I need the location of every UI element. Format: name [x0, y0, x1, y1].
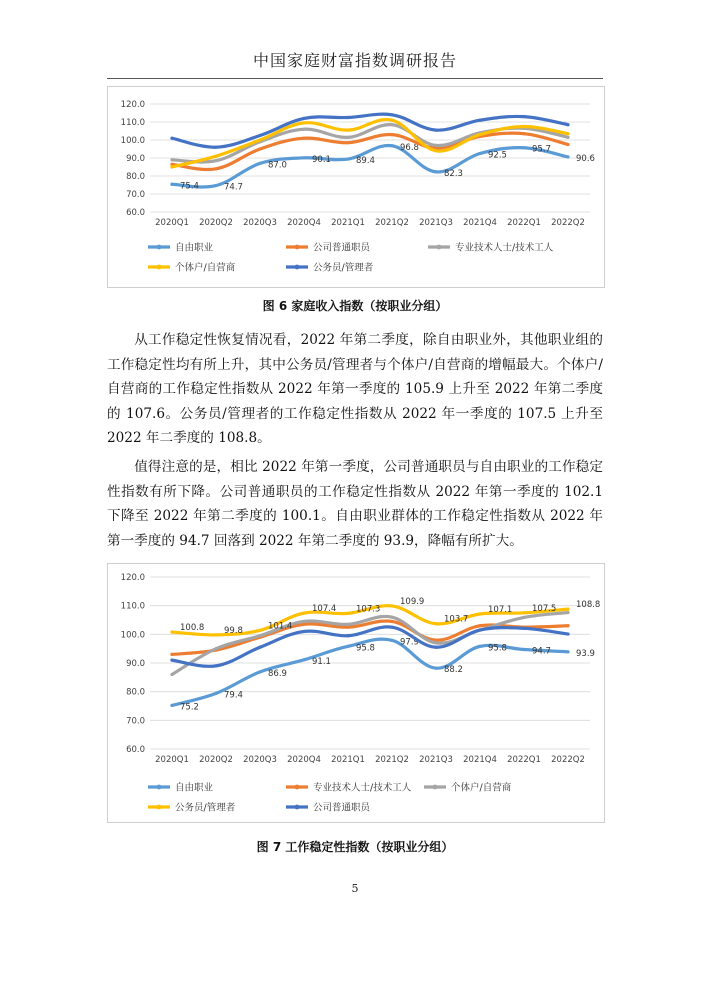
- data-point: [302, 156, 305, 159]
- data-point: [434, 170, 437, 173]
- data-point: [522, 611, 525, 614]
- data-point: [214, 664, 217, 667]
- data-point: [214, 155, 217, 158]
- data-point: [566, 143, 569, 146]
- data-point: [346, 626, 349, 629]
- data-point: [566, 155, 569, 158]
- x-tick-label: 2020Q2: [199, 218, 233, 228]
- data-point: [346, 612, 349, 615]
- data-point: [390, 616, 393, 619]
- data-point: [214, 146, 217, 149]
- figure-7-caption: 图 7 工作稳定性指数（按职业分组）: [256, 840, 454, 854]
- data-point: [478, 624, 481, 627]
- data-point: [390, 133, 393, 136]
- x-tick-label: 2021Q4: [463, 218, 497, 228]
- legend-marker: [157, 785, 162, 790]
- data-point: [390, 604, 393, 607]
- data-label: 79.4: [224, 690, 243, 701]
- data-point: [478, 119, 481, 122]
- data-point: [302, 630, 305, 633]
- figure-7-plot: [108, 564, 604, 822]
- data-point: [478, 133, 481, 136]
- legend-label: 专业技术人士/技术工人: [455, 242, 554, 254]
- legend-marker: [295, 785, 300, 790]
- y-tick-label: 110.0: [120, 601, 145, 612]
- data-point: [170, 183, 173, 186]
- data-label: 75.4: [180, 181, 199, 192]
- legend-item: [286, 802, 372, 814]
- y-tick-label: 60.0: [126, 745, 145, 755]
- data-point: [170, 659, 173, 662]
- data-point: [258, 134, 261, 137]
- data-point: [302, 612, 305, 615]
- data-point: [170, 137, 173, 140]
- data-point: [214, 184, 217, 187]
- data-point: [258, 646, 261, 649]
- data-point: [170, 630, 173, 633]
- legend-marker: [295, 805, 300, 810]
- data-label: 89.4: [356, 156, 375, 167]
- data-label: 97.9: [400, 637, 419, 648]
- data-point: [258, 670, 261, 673]
- legend-label: 个体户/自营商: [451, 782, 512, 794]
- data-point: [522, 146, 525, 149]
- data-point: [390, 620, 393, 623]
- data-point: [522, 616, 525, 619]
- data-point: [522, 627, 525, 630]
- data-point: [478, 612, 481, 615]
- x-tick-label: 2021Q3: [419, 755, 453, 765]
- figure-7-chart: [107, 563, 605, 823]
- legend-marker: [157, 265, 162, 270]
- data-point: [522, 125, 525, 128]
- y-tick-label: 60.0: [126, 208, 145, 218]
- x-tick-label: 2021Q3: [419, 218, 453, 228]
- x-tick-label: 2022Q1: [507, 218, 541, 228]
- x-tick-label: 2022Q1: [507, 755, 541, 765]
- y-tick-label: 110.0: [120, 118, 145, 128]
- figure-6-plot: [108, 87, 604, 287]
- data-label: 86.9: [268, 668, 287, 679]
- body-paragraph-1: 从工作稳定性恢复情况看，2022 年第二季度，除自由职业外，其他职业组的工作稳定性均有所上升，其中公务员/管理者与个体户/自营商的增幅最大。个体户/自营商的工作稳定性指数从 2022 年第一季度的 105.9 上升至 2022 年第二季度的 107.6。公务员/管理者的工作稳定性指数从 2022 年一季度的 107.5 上升至 2022 年二季度的 108.8。: [107, 332, 603, 446]
- data-point: [302, 121, 305, 124]
- legend-marker: [295, 245, 300, 250]
- legend-label: 个体户/自营商: [175, 262, 236, 274]
- data-point: [434, 667, 437, 670]
- data-point: [390, 144, 393, 147]
- legend-item: [286, 782, 412, 794]
- data-label: 88.2: [444, 665, 463, 676]
- data-point: [302, 137, 305, 140]
- data-point: [566, 611, 569, 614]
- data-point: [346, 645, 349, 648]
- x-tick-label: 2022Q2: [551, 755, 585, 765]
- data-point: [258, 634, 261, 637]
- data-label: 95.8: [488, 643, 507, 654]
- legend-item: [148, 262, 236, 274]
- legend-marker: [157, 805, 162, 810]
- data-point: [478, 628, 481, 631]
- data-point: [346, 116, 349, 119]
- data-label: 95.8: [356, 643, 375, 654]
- x-tick-label: 2020Q1: [155, 218, 189, 228]
- data-label: 94.7: [532, 646, 551, 657]
- data-point: [346, 141, 349, 144]
- data-point: [346, 634, 349, 637]
- data-point: [390, 626, 393, 629]
- x-tick-label: 2020Q3: [243, 755, 277, 765]
- body-paragraph-2: 值得注意的是，相比 2022 年第一季度，公司普通职员与自由职业的工作稳定性指数有所下降。公司普通职员的工作稳定性指数从 2022 年第一季度的 102.1 下降至 2022 年第二季度的 100.1。自由职业群体的工作稳定性指数从 2022 年第一季度的 94.7 回落到 2022 年第二季度的 93.9，降幅有所扩大。: [107, 459, 603, 549]
- data-point: [258, 629, 261, 632]
- figure-6-caption: 图 6 家庭收入指数（按职业分组）: [262, 299, 448, 313]
- data-point: [302, 128, 305, 131]
- data-point: [346, 623, 349, 626]
- data-label: 92.5: [488, 150, 507, 161]
- y-tick-label: 70.0: [126, 716, 145, 727]
- data-label: 90.1: [312, 154, 331, 165]
- legend-item: [424, 782, 512, 794]
- running-header: 中国家庭财富指数调研报告: [252, 51, 457, 70]
- data-label: 75.2: [180, 702, 199, 713]
- data-label: 103.7: [444, 614, 469, 625]
- legend-item: [428, 242, 554, 254]
- page-number: 5: [351, 882, 359, 895]
- x-tick-label: 2021Q2: [375, 218, 409, 228]
- data-point: [434, 646, 437, 649]
- data-point: [566, 650, 569, 653]
- legend-item: [148, 802, 236, 814]
- data-point: [390, 123, 393, 126]
- data-point: [258, 162, 261, 165]
- y-tick-label: 100.0: [120, 630, 145, 641]
- data-point: [434, 149, 437, 152]
- x-tick-label: 2020Q4: [287, 218, 321, 228]
- data-point: [522, 115, 525, 118]
- data-label: 93.9: [576, 648, 595, 659]
- legend-label: 公务员/管理者: [175, 802, 236, 814]
- legend-label: 公司普通职员: [313, 242, 371, 254]
- data-label: 96.8: [400, 142, 419, 153]
- data-label: 107.1: [488, 604, 513, 615]
- y-tick-label: 120.0: [120, 100, 145, 110]
- figure-6-chart: [107, 86, 605, 288]
- data-label: 82.3: [444, 168, 463, 179]
- data-label: 109.9: [400, 596, 425, 607]
- legend-label: 公司普通职员: [313, 802, 371, 814]
- legend-marker: [437, 245, 442, 250]
- data-label: 101.4: [268, 621, 293, 632]
- data-point: [214, 692, 217, 695]
- data-point: [170, 165, 173, 168]
- data-point: [170, 653, 173, 656]
- data-label: 99.8: [224, 625, 243, 636]
- y-tick-label: 80.0: [126, 172, 145, 182]
- data-point: [522, 132, 525, 135]
- data-point: [170, 158, 173, 161]
- data-point: [566, 624, 569, 627]
- data-point: [390, 119, 393, 122]
- data-label: 107.5: [532, 603, 557, 614]
- data-point: [170, 673, 173, 676]
- data-point: [434, 641, 437, 644]
- data-point: [302, 658, 305, 661]
- data-point: [214, 633, 217, 636]
- data-point: [566, 123, 569, 126]
- y-tick-label: 100.0: [120, 136, 145, 146]
- data-point: [258, 147, 261, 150]
- data-label: 107.3: [356, 604, 381, 615]
- data-point: [566, 136, 569, 139]
- legend-label: 专业技术人士/技术工人: [313, 782, 412, 794]
- data-label: 87.0: [268, 160, 287, 171]
- data-point: [390, 113, 393, 116]
- data-point: [302, 620, 305, 623]
- data-label: 108.8: [576, 600, 601, 611]
- data-point: [434, 129, 437, 132]
- legend-label: 自由职业: [175, 242, 214, 254]
- data-point: [346, 136, 349, 139]
- data-label: 91.1: [312, 656, 331, 667]
- y-tick-label: 80.0: [126, 687, 145, 698]
- legend-marker: [433, 785, 438, 790]
- data-point: [214, 167, 217, 170]
- data-point: [478, 645, 481, 648]
- data-label: 100.8: [180, 623, 205, 634]
- data-point: [478, 152, 481, 155]
- legend-label: 自由职业: [175, 782, 214, 794]
- data-point: [566, 632, 569, 635]
- data-label: 107.4: [312, 604, 337, 615]
- data-point: [566, 132, 569, 135]
- legend-item: [286, 262, 374, 274]
- x-tick-label: 2020Q3: [243, 218, 277, 228]
- data-point: [566, 608, 569, 611]
- data-point: [522, 648, 525, 651]
- x-tick-label: 2022Q2: [551, 218, 585, 228]
- data-label: 90.6: [576, 153, 595, 164]
- legend-item: [148, 242, 214, 254]
- x-tick-label: 2020Q1: [155, 755, 189, 765]
- y-tick-label: 70.0: [126, 190, 145, 200]
- x-tick-label: 2021Q1: [331, 755, 365, 765]
- data-point: [390, 639, 393, 642]
- legend-marker: [295, 265, 300, 270]
- x-tick-label: 2021Q1: [331, 218, 365, 228]
- data-point: [434, 622, 437, 625]
- legend-item: [286, 242, 372, 254]
- data-point: [214, 159, 217, 162]
- y-tick-label: 90.0: [126, 659, 145, 669]
- x-tick-label: 2020Q2: [199, 755, 233, 765]
- data-point: [302, 117, 305, 120]
- data-point: [214, 647, 217, 650]
- data-point: [434, 144, 437, 147]
- x-tick-label: 2021Q4: [463, 755, 497, 765]
- x-tick-label: 2021Q2: [375, 755, 409, 765]
- data-point: [346, 157, 349, 160]
- data-point: [258, 138, 261, 141]
- header-rule: [107, 78, 603, 79]
- data-label: 95.7: [532, 144, 551, 155]
- y-tick-label: 90.0: [126, 154, 145, 164]
- x-tick-label: 2020Q4: [287, 755, 321, 765]
- legend-item: [148, 782, 214, 794]
- legend-label: 公务员/管理者: [313, 262, 374, 274]
- data-point: [346, 129, 349, 132]
- data-point: [170, 704, 173, 707]
- y-tick-label: 120.0: [120, 573, 145, 583]
- legend-marker: [157, 245, 162, 250]
- data-label: 74.7: [224, 182, 243, 193]
